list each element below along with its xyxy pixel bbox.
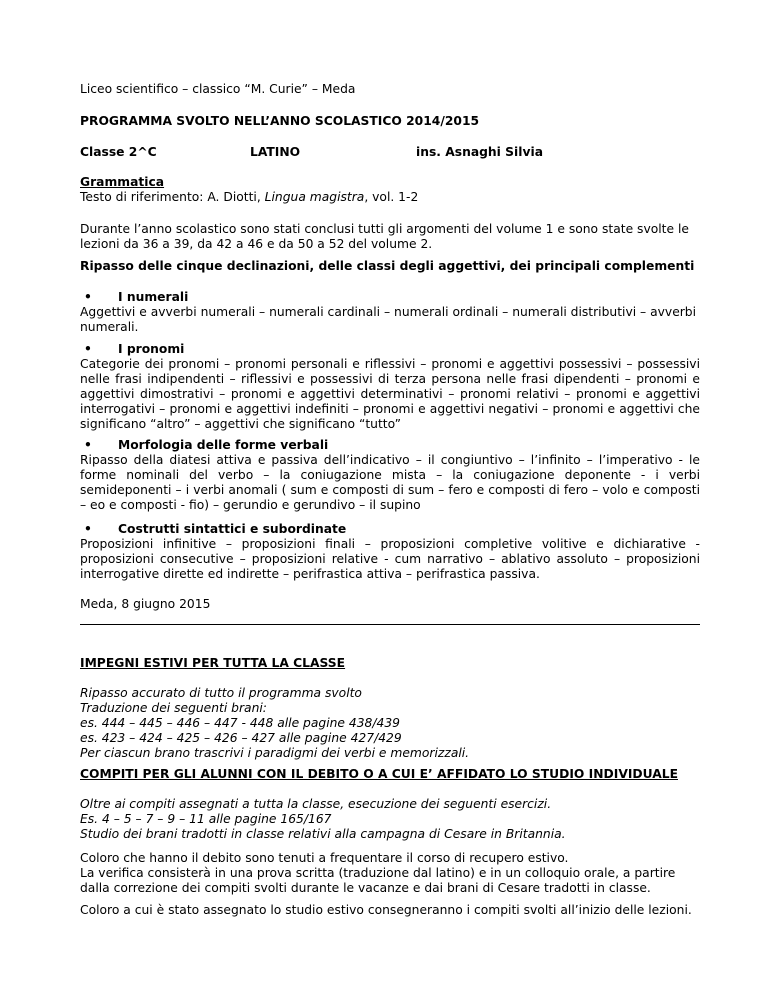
bullet-icon: • — [84, 342, 92, 356]
summer-debt-heading: COMPITI PER GLI ALUNNI CON IL DEBITO O A CUI E’ AFFIDATO LO STUDIO INDIVIDUALE — [80, 767, 678, 781]
topic-text-verbi: Ripasso della diatesi attiva e passiva dell’indicativo – il congiuntivo – l’infinito – l’imperativo - le forme nominali del verbo – la coniugazione mista – la coniugazione deponente - i verbi semideponenti – i verbi anomali ( sum e composti di sum – fero e composti di fero – volo e composti – eo e composti - fio) – gerundio e gerundivo – il supino — [80, 453, 700, 512]
summer-debt-line: Es. 4 – 5 – 7 – 9 – 11 alle pagine 165/167 — [80, 812, 332, 826]
intro-paragraph: Durante l’anno scolastico sono stati conclusi tutti gli argomenti del volume 1 e sono state svolte le lezioni da 36 a 39, da 42 a 46 e da 50 a 52 del volume 2. — [80, 222, 689, 251]
reference-prefix: Testo di riferimento: A. Diotti, — [80, 190, 265, 204]
bullet-icon: • — [84, 438, 92, 452]
teacher-label: ins. Asnaghi Silvia — [416, 145, 543, 159]
class-label: Classe 2^C — [80, 145, 157, 159]
summer-debt-line: Oltre ai compiti assegnati a tutta la classe, esecuzione dei seguenti esercizi. — [80, 797, 552, 811]
topic-title-text: Costrutti sintattici e subordinate — [118, 522, 347, 536]
summer-all-line: es. 423 – 424 – 425 – 426 – 427 alle pagine 427/429 — [80, 731, 402, 745]
topic-title-pronomi — [80, 342, 700, 357]
topic-title-text: I pronomi — [118, 342, 185, 356]
summer-debt-line: Studio dei brani tradotti in classe relativi alla campagna di Cesare in Britannia. — [80, 827, 566, 841]
program-title: PROGRAMMA SVOLTO NELL’ANNO SCOLASTICO 2014/2015 — [80, 114, 480, 128]
recovery-line-2: La verifica consisterà in una prova scritta (traduzione dal latino) e in un colloquio orale, a partire dalla correzione dei compiti svolti durante le vacanze e dai brani di Cesare tradotti in classe. — [80, 866, 676, 895]
topic-title-numerali — [80, 290, 700, 305]
recovery-line-1: Coloro che hanno il debito sono tenuti a frequentare il corso di recupero estivo. — [80, 851, 569, 865]
individual-study-note: Coloro a cui è stato assegnato lo studio estivo consegneranno i compiti svolti all’inizio delle lezioni. — [80, 903, 692, 917]
subject-label: LATINO — [250, 145, 301, 159]
summer-all-line: Traduzione dei seguenti brani: — [80, 701, 267, 715]
topic-text-numerali: Aggettivi e avverbi numerali – numerali cardinali – numerali ordinali – numerali distributivi – avverbi numerali. — [80, 305, 697, 334]
reference-book-title: Lingua magistra — [264, 190, 365, 204]
topic-title-text: I numerali — [118, 290, 189, 304]
reference-suffix: , vol. 1-2 — [364, 190, 419, 204]
section-divider — [80, 624, 700, 625]
bullet-icon: • — [84, 290, 92, 304]
topic-text-pronomi: Categorie dei pronomi – pronomi personali e riflessivi – pronomi e aggettivi possessivi – possessivi nelle frasi indipendenti – riflessivi e possessivi di terza persona nelle frasi dipendenti – pronomi e aggettivi dimostrativi – pronomi e aggettivi determinativi – pronomi relativi – pronomi e aggettivi interrogativi – pronomi e aggettivi indefiniti – pronomi e aggettivi negativi – pronomi e aggettivi che significano “altro” – aggettivi che significano “tutto” — [80, 357, 700, 431]
class-info-row — [80, 145, 700, 160]
recovery-paragraph — [80, 851, 700, 896]
summer-all-line: es. 444 – 445 – 446 – 447 - 448 alle pagine 438/439 — [80, 716, 400, 730]
summer-all-line: Ripasso accurato di tutto il programma svolto — [80, 686, 362, 700]
review-heading: Ripasso delle cinque declinazioni, delle classi degli aggettivi, dei principali complementi — [80, 259, 695, 273]
grammar-heading: Grammatica — [80, 175, 165, 189]
summer-all-heading: IMPEGNI ESTIVI PER TUTTA LA CLASSE — [80, 656, 346, 670]
topic-title-text: Morfologia delle forme verbali — [118, 438, 329, 452]
topic-title-verbi — [80, 438, 700, 453]
reference-text — [80, 190, 700, 205]
school-name: Liceo scientifico – classico “M. Curie” – Meda — [80, 82, 356, 96]
signature-date: Meda, 8 giugno 2015 — [80, 597, 211, 611]
topic-title-costrutti — [80, 522, 700, 537]
topic-text-costrutti: Proposizioni infinitive – proposizioni finali – proposizioni completive volitive e dichiarative - proposizioni consecutive – proposizioni relative - cum narrativo – ablativo assoluto – proposizioni interrogative dirette ed indirette – perifrastica attiva – perifrastica passiva. — [80, 537, 700, 581]
bullet-icon: • — [84, 522, 92, 536]
summer-all-list — [80, 686, 700, 761]
summer-all-line: Per ciascun brano trascrivi i paradigmi dei verbi e memorizzali. — [80, 746, 470, 760]
summer-debt-list — [80, 797, 700, 842]
